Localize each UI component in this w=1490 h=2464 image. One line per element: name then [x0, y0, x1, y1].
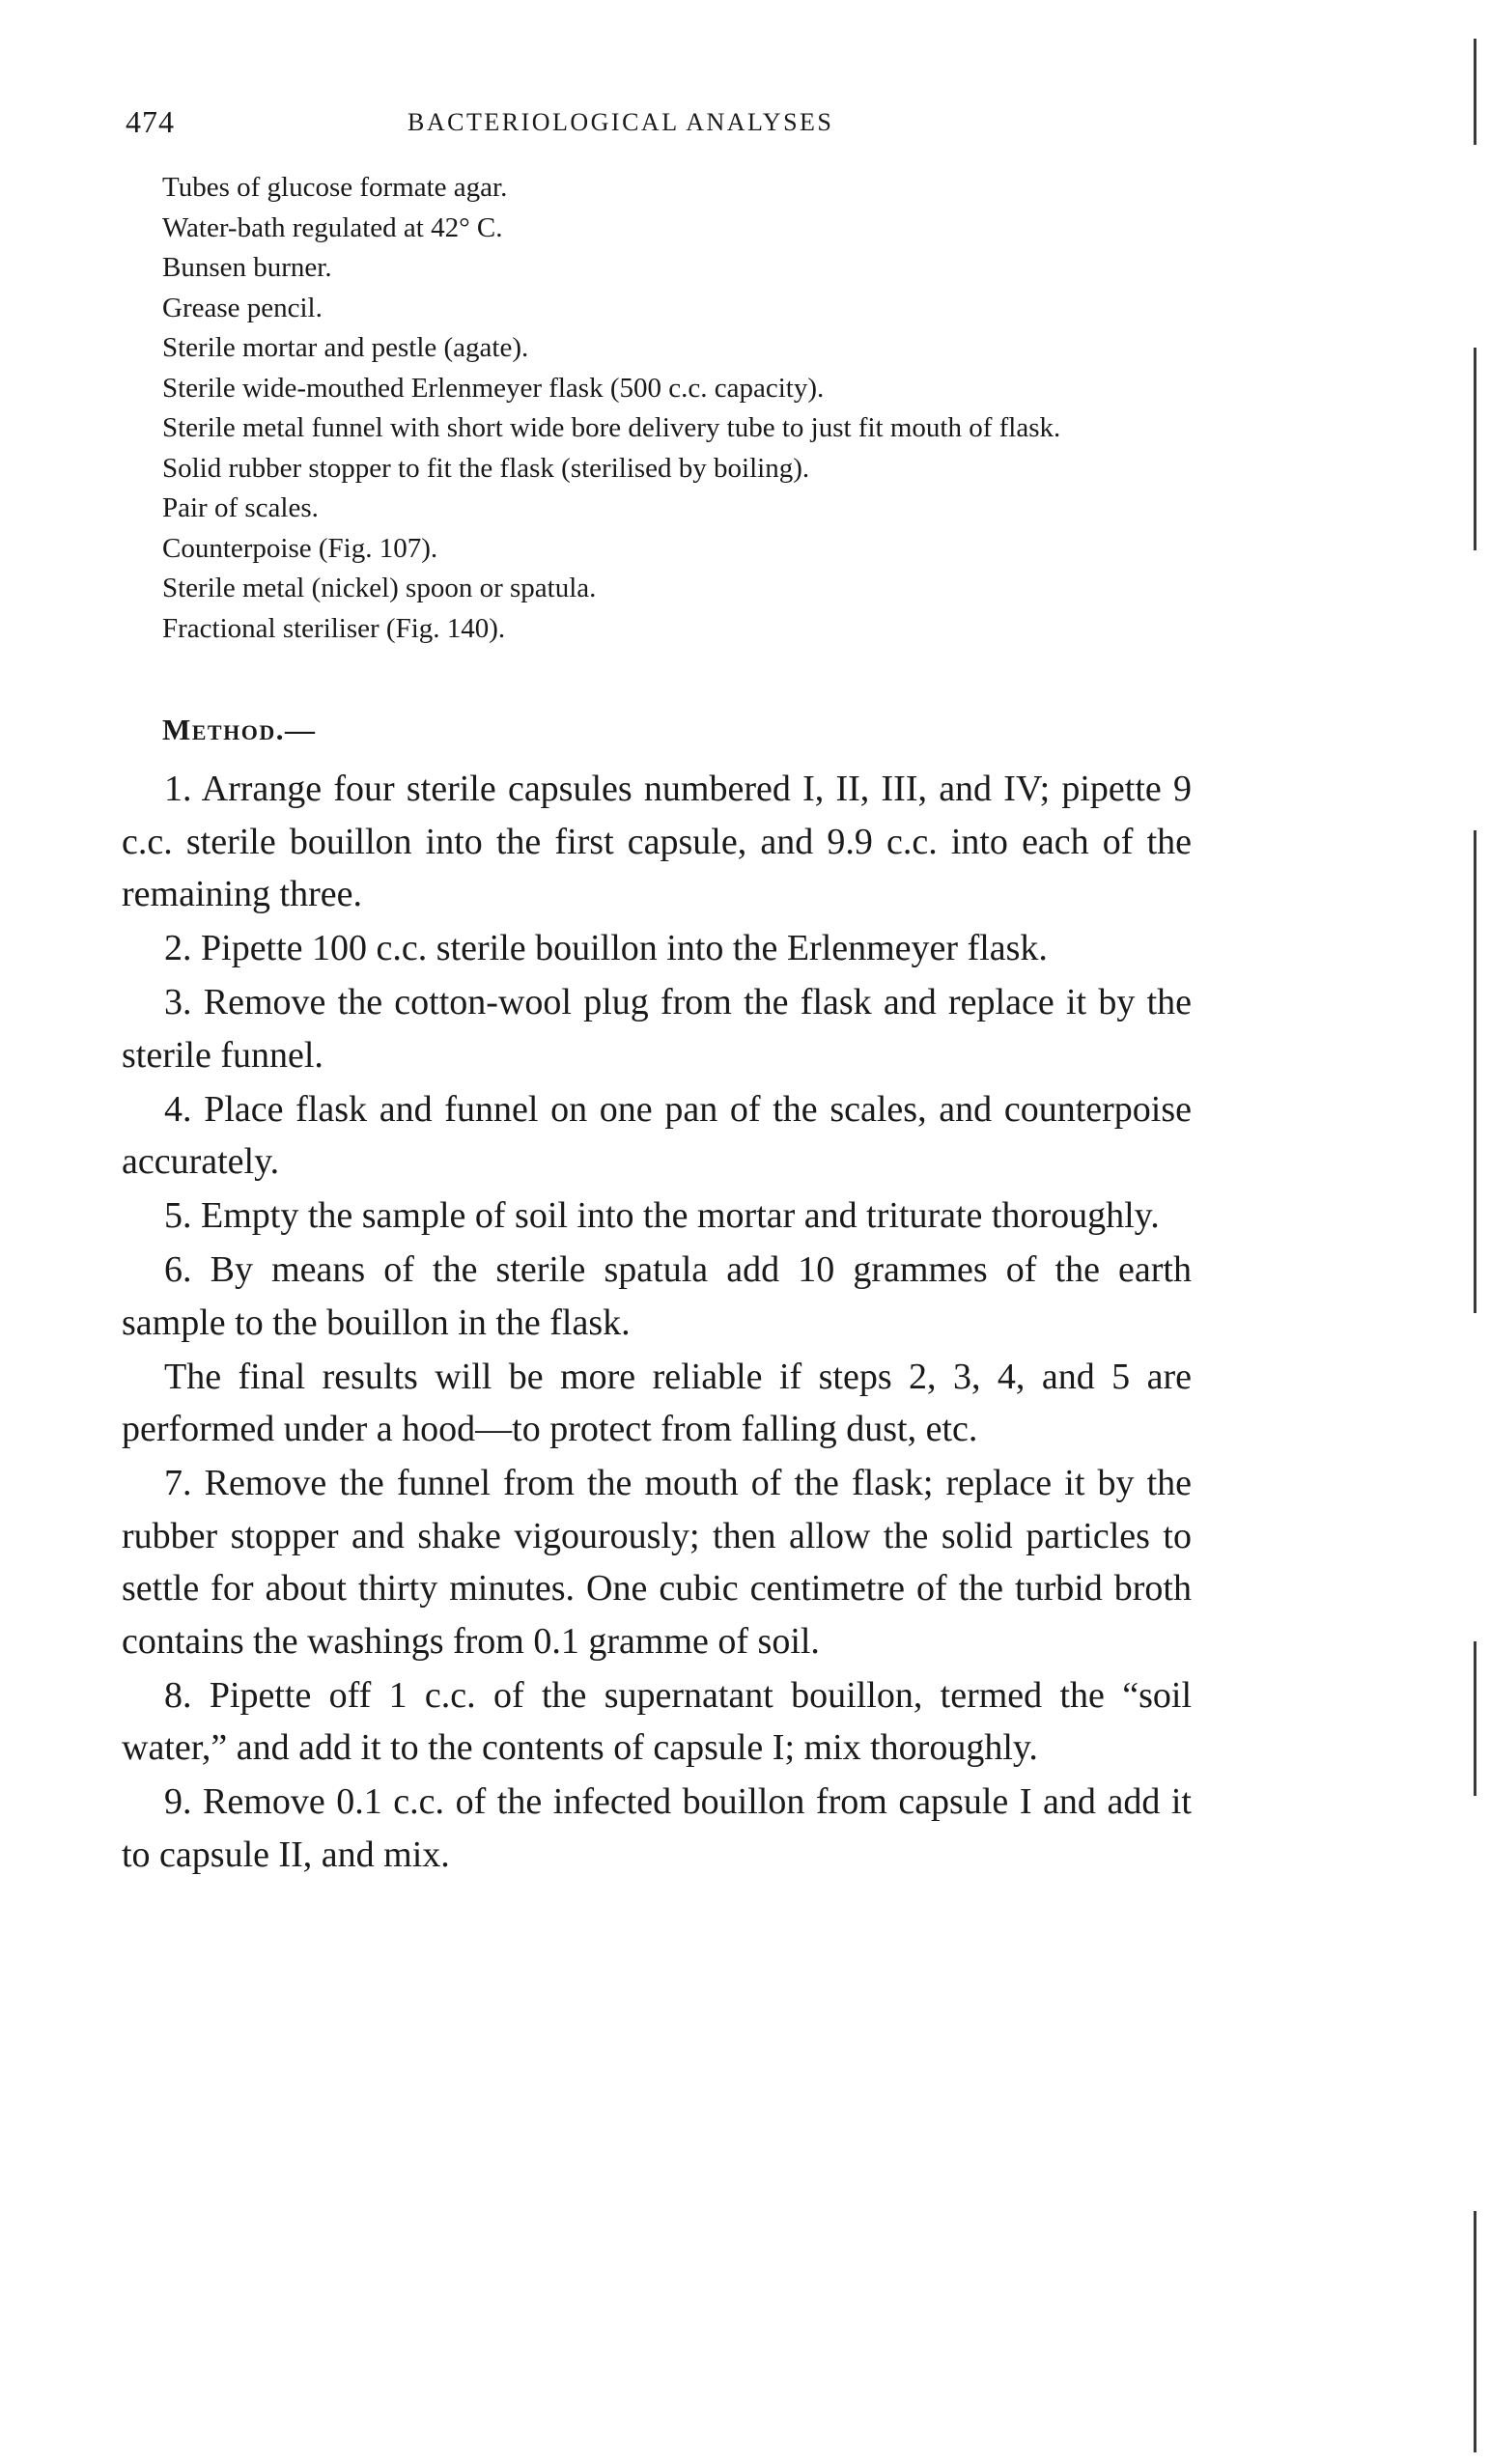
materials-list — [122, 168, 1192, 649]
list-item: Sterile wide-mouthed Erlenmeyer flask (500 c.c. capacity). — [162, 372, 825, 404]
page-edge-line — [1474, 39, 1476, 145]
list-item: Counterpoise (Fig. 107). — [162, 532, 438, 564]
page-edge-line — [1474, 2211, 1476, 2452]
method-step: 9. Remove 0.1 c.c. of the infected bouillon from capsule I and add it to capsule II, and mix. — [122, 1781, 1192, 1875]
method-steps — [122, 763, 1192, 1883]
list-item: Pair of scales. — [162, 492, 319, 523]
method-step: 4. Place flask and funnel on one pan of the scales, and counterpoise accurately. — [122, 1088, 1192, 1182]
method-step: 3. Remove the cotton-wool plug from the flask and replace it by the sterile funnel. — [122, 982, 1192, 1076]
running-head: BACTERIOLOGICAL ANALYSES — [408, 108, 834, 136]
list-item: Tubes of glucose formate agar. — [162, 172, 508, 203]
method-heading: Method.— — [162, 713, 317, 746]
page-edge-line — [1474, 348, 1476, 550]
page-edge-line — [1474, 1641, 1476, 1796]
list-item: Grease pencil. — [162, 292, 323, 323]
list-item: Sterile mortar and pestle (agate). — [162, 332, 529, 363]
method-step: 8. Pipette off 1 c.c. of the supernatant bouillon, termed the “soil water,” and add it to the contents of capsule I; mix thoroughly. — [122, 1674, 1192, 1768]
method-step: 6. By means of the sterile spatula add 10 grammes of the earth sample to the bouillon in the flask. — [122, 1249, 1192, 1343]
page-header — [118, 104, 1190, 151]
list-item: Bunsen burner. — [162, 252, 332, 283]
list-item: Sterile metal (nickel) spoon or spatula. — [162, 573, 597, 603]
method-step: 1. Arrange four sterile capsules numbered I, II, III, and IV; pipette 9 c.c. sterile bouillon into the first capsule, and 9.9 c.c. into each of the remaining three. — [122, 769, 1192, 914]
list-item: Water-bath regulated at 42° C. — [162, 211, 503, 243]
list-item: Fractional steriliser (Fig. 140). — [162, 612, 506, 644]
method-step: 7. Remove the funnel from the mouth of the flask; replace it by the rubber stopper and shake vigourously; then allow the solid particles to settle for about thirty minutes. One cubic centimetre of the turbid broth contains the washings from 0.1 gramme of soil. — [122, 1463, 1192, 1662]
method-step: 5. Empty the sample of soil into the mortar and triturate thoroughly. — [164, 1195, 1160, 1236]
list-item: Solid rubber stopper to fit the flask (sterilised by boiling). — [162, 452, 810, 484]
list-item: Sterile metal funnel with short wide bore delivery tube to just fit mouth of flask. — [162, 412, 1061, 443]
method-step: 2. Pipette 100 c.c. sterile bouillon into the Erlenmeyer flask. — [164, 928, 1048, 968]
method-note: The final results will be more reliable if steps 2, 3, 4, and 5 are performed under a hood—to protect from falling dust, etc. — [122, 1356, 1192, 1449]
page-edge-line — [1474, 830, 1476, 1313]
page-number: 474 — [126, 104, 175, 139]
